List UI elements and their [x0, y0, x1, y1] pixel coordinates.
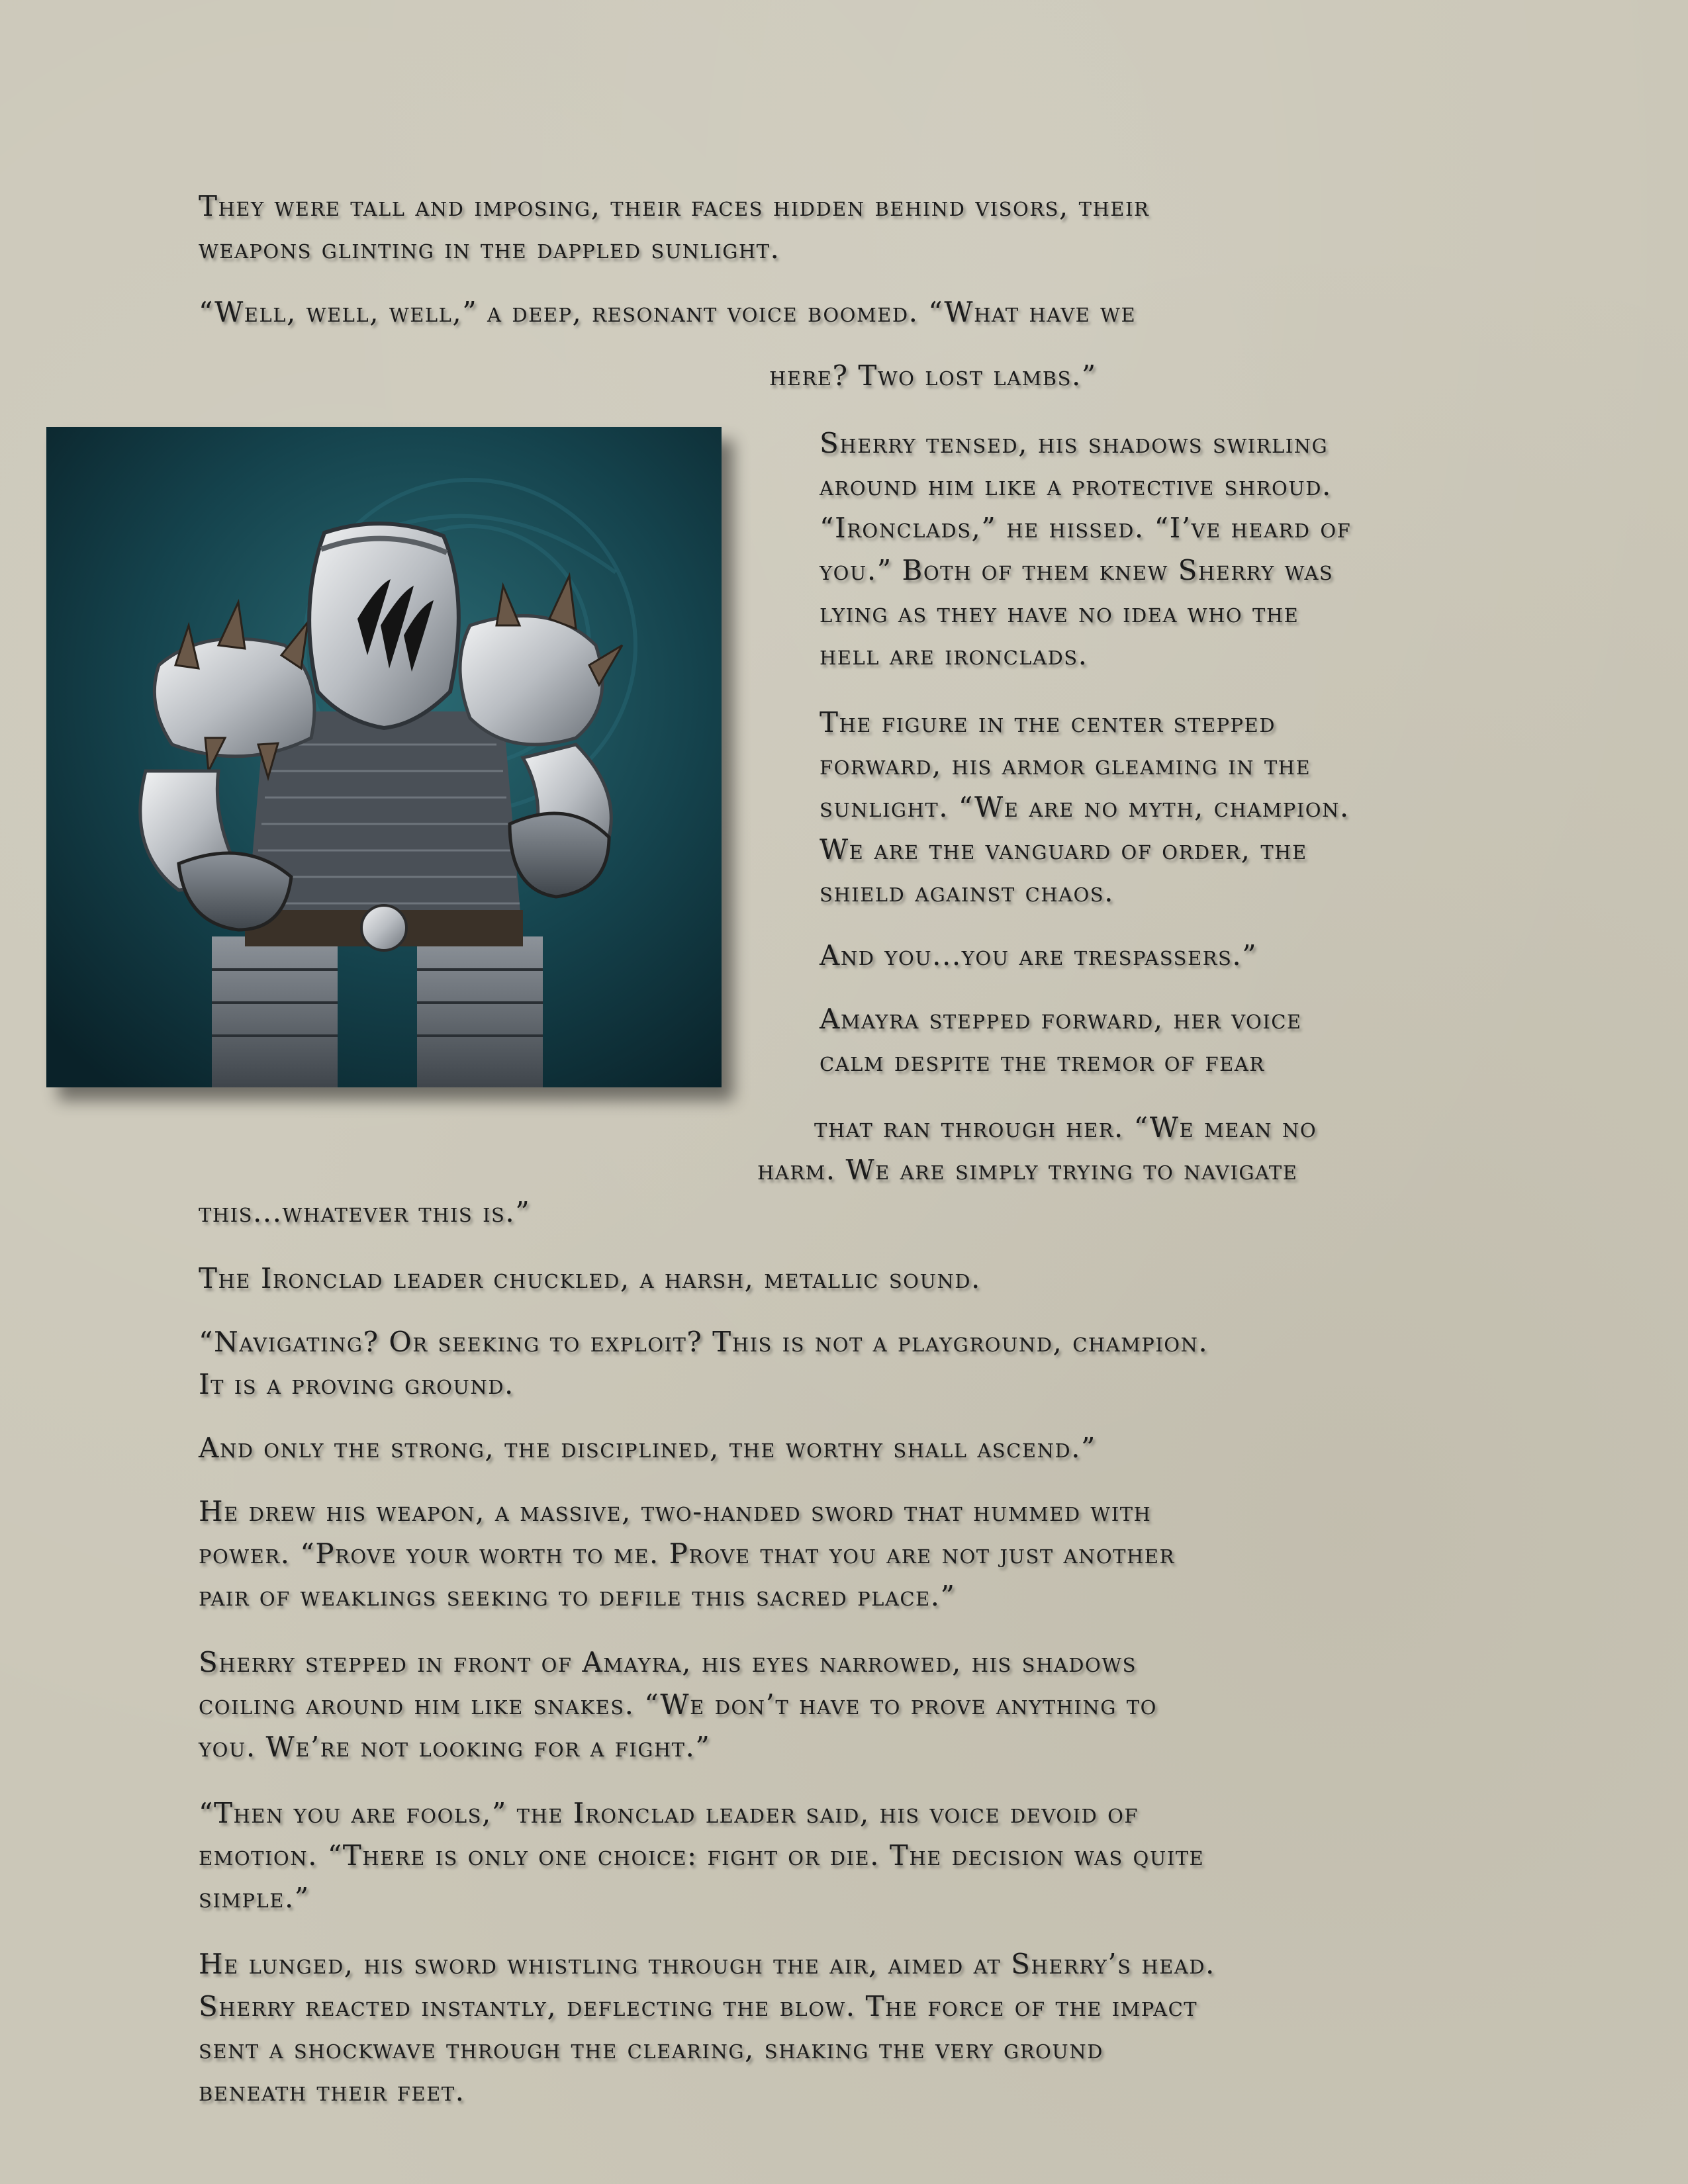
paragraph: [199, 1427, 1096, 1469]
paragraph: [820, 702, 1350, 913]
text-line: He drew his weapon, a massive, two-handed sword that hummed with: [199, 1495, 1152, 1527]
text-line: simple.”: [199, 1882, 310, 1914]
text-line: hell are ironclads.: [820, 639, 1088, 671]
text-line: that ran through her. “We mean no: [814, 1111, 1317, 1144]
knight-image: [46, 427, 722, 1087]
text-line: you.” Both of them knew Sherry was: [820, 554, 1334, 586]
text-line: Amayra stepped forward, her voice: [820, 1003, 1302, 1035]
paragraph: [820, 998, 1302, 1083]
text-line: Sherry stepped in front of Amayra, his eyes narrowed, his shadows: [199, 1646, 1137, 1678]
text-line: We are the vanguard of order, the: [820, 833, 1307, 866]
paragraph: [820, 934, 1257, 977]
knight-illustration: [46, 427, 722, 1087]
text-line: emotion. “There is only one choice: fight or die. The decision was quite: [199, 1839, 1205, 1872]
text-line: “Well, well, well,” a deep, resonant voice boomed. “What have we: [199, 296, 1137, 328]
text-line: beneath their feet.: [199, 2075, 465, 2107]
paragraph: [199, 1641, 1157, 1768]
text-line: you. We’re not looking for a fight.”: [199, 1731, 711, 1763]
text-line: here? Two lost lambs.”: [769, 359, 1097, 392]
text-line: And you...you are trespassers.”: [820, 939, 1258, 972]
paragraph: [199, 1321, 1208, 1406]
text-line: Sherry tensed, his shadows swirling: [820, 427, 1329, 459]
text-line: And only the strong, the disciplined, the worthy shall ascend.”: [199, 1432, 1096, 1464]
text-line: shield against chaos.: [820, 876, 1114, 908]
text-line: The figure in the center stepped: [820, 706, 1276, 739]
text-line: coiling around him like snakes. “We don’t have to prove anything to: [199, 1688, 1157, 1721]
text-line: sunlight. “We are no myth, champion.: [820, 791, 1350, 823]
paragraph: [199, 1107, 1317, 1234]
text-line: pair of weaklings seeking to defile this sacred place.”: [199, 1580, 956, 1612]
text-line: The Ironclad leader chuckled, a harsh, metallic sound.: [199, 1262, 981, 1295]
paragraph: [199, 291, 1136, 334]
text-line: Sherry reacted instantly, deflecting the blow. The force of the impact: [199, 1990, 1198, 2023]
text-line: “Navigating? Or seeking to exploit? This is not a playground, champion.: [199, 1326, 1209, 1358]
text-line: power. “Prove your worth to me. Prove that you are not just another: [199, 1537, 1175, 1570]
text-line: “Ironclads,” he hissed. “I’ve heard of: [820, 512, 1352, 544]
paragraph: [199, 1943, 1215, 2113]
paragraph: [199, 1792, 1204, 1919]
text-line: It is a proving ground.: [199, 1368, 514, 1400]
text-line: “Then you are fools,” the Ironclad leader said, his voice devoid of: [199, 1797, 1139, 1829]
paragraph: [199, 1490, 1175, 1617]
text-line: He lunged, his sword whistling through the air, aimed at Sherry’s head.: [199, 1948, 1215, 1980]
text-line: They were tall and imposing, their faces hidden behind visors, their: [199, 190, 1150, 222]
text-line: around him like a protective shroud.: [820, 469, 1332, 502]
text-line: forward, his armor gleaming in the: [820, 749, 1311, 781]
text-line: calm despite the tremor of fear: [820, 1045, 1265, 1077]
paragraph: [769, 355, 1097, 397]
text-line: lying as they have no idea who the: [820, 596, 1299, 629]
paragraph: [820, 422, 1351, 676]
text-line: this...whatever this is.”: [199, 1196, 531, 1228]
paragraph: [199, 1257, 981, 1300]
helmet: [309, 523, 459, 728]
text-line: weapons glinting in the dappled sunlight.: [199, 232, 780, 265]
text-line: harm. We are simply trying to navigate: [757, 1154, 1298, 1186]
text-line: sent a shockwave through the clearing, shaking the very ground: [199, 2032, 1103, 2065]
paragraph: [199, 185, 1149, 270]
